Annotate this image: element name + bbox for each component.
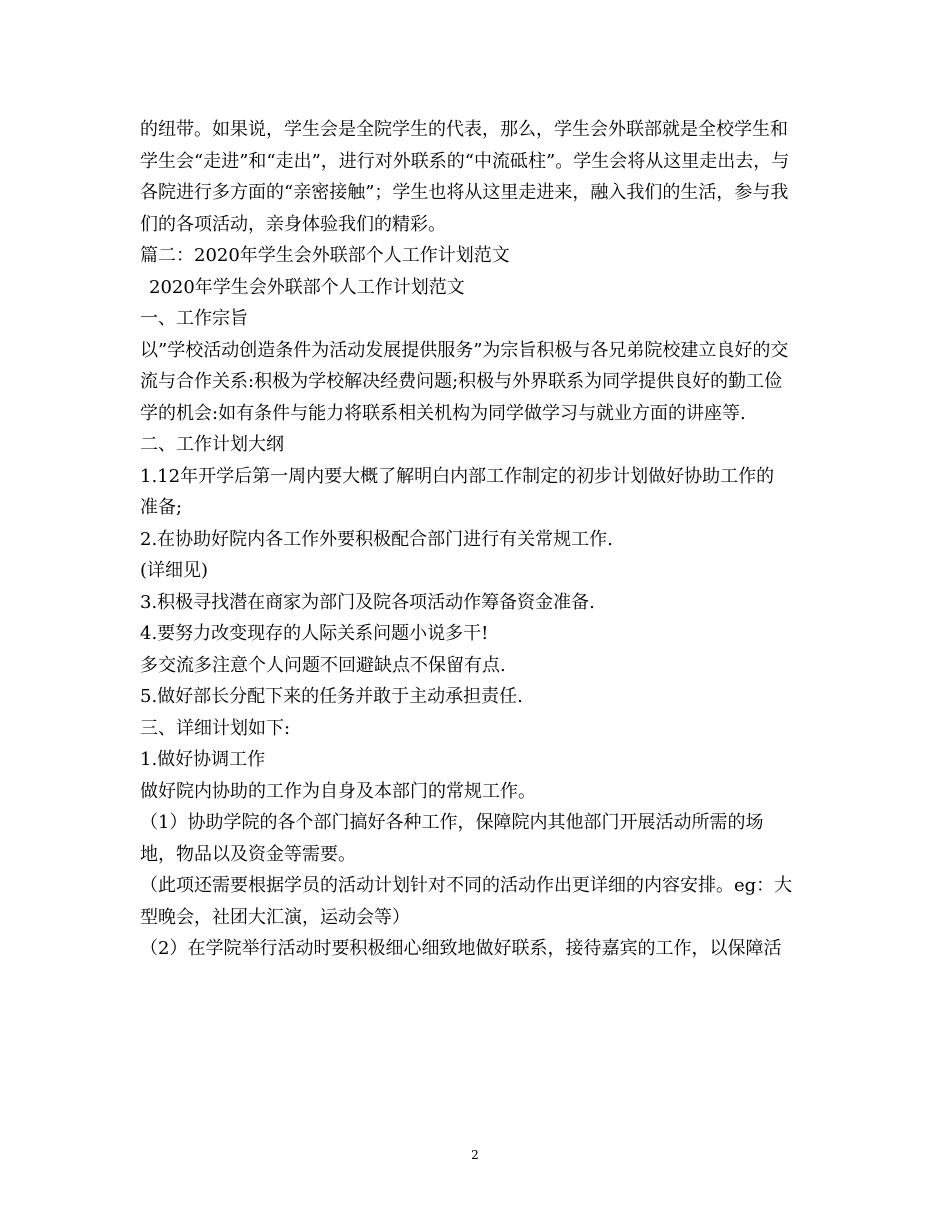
list-item: （1）协助学院的各个部门搞好各种工作，保障院内其他部门开展活动所需的场 — [140, 812, 764, 833]
body-line: 学生会“走进”和“走出”，进行对外联系的“中流砥柱”。学生会将从这里走出去，与 — [140, 150, 790, 172]
list-item: 1.做好协调工作 — [140, 749, 266, 770]
body-line: 学的机会:如有条件与能力将联系相关机构为同学做学习与就业方面的讲座等. — [140, 402, 746, 424]
page-number: 2 — [471, 1148, 479, 1162]
list-item: 1.12年开学后第一周内要大概了解明白内部工作制定的初步计划做好协助工作的 — [140, 465, 775, 487]
list-item: （2）在学院举行活动时要积极细心细致地做好联系，接待嘉宾的工作，以保障活 — [140, 938, 782, 959]
section-heading: 篇二：2020年学生会外联部个人工作计划范文 — [140, 245, 510, 266]
list-item: 准备; — [140, 497, 183, 518]
body-line: 的纽带。如果说，学生会是全院学生的代表，那么，学生会外联部就是全校学生和 — [140, 119, 788, 140]
list-item: 5.做好部长分配下来的任务并敢于主动承担责任. — [140, 686, 523, 707]
body-line: 各院进行多方面的“亲密接触”；学生也将从这里走进来，融入我们的生活，参与我 — [140, 182, 789, 203]
section-heading: 三、详细计划如下: — [140, 717, 291, 739]
document-body — [140, 114, 840, 965]
body-line: 以”学校活动创造条件为活动发展提供服务”为宗旨积极与各兄弟院校建立良好的交 — [140, 339, 789, 361]
section-title: 2020年学生会外联部个人工作计划范文 — [149, 276, 465, 298]
body-line: 地，物品以及资金等需要。 — [140, 843, 356, 865]
body-line: 流与合作关系:积极为学校解决经费问题;积极与外界联系为同学提供良好的勤工俭 — [140, 371, 783, 392]
body-line: 型晚会，社团大汇演，运动会等） — [140, 906, 410, 928]
section-heading: 一、工作宗旨 — [140, 308, 248, 329]
list-item: 2.在协助好院内各工作外要积极配合部门进行有关常规工作. — [140, 528, 613, 550]
section-heading: 二、工作计划大纲 — [140, 434, 284, 455]
body-line: （此项还需要根据学员的活动计划针对不同的活动作出更详细的内容安排。eg：大 — [140, 875, 793, 896]
body-line: 们的各项活动，亲身体验我们的精彩。 — [140, 213, 446, 235]
body-line: 多交流多注意个人问题不回避缺点不保留有点. — [140, 654, 506, 676]
list-item: 3.积极寻找潜在商家为部门及院各项活动作筹备资金准备. — [140, 591, 595, 613]
list-item: 4.要努力改变现存的人际关系问题小说多干! — [140, 623, 489, 644]
body-line: 做好院内协助的工作为自身及本部门的常规工作。 — [140, 780, 536, 802]
body-line: (详细见) — [140, 560, 209, 581]
